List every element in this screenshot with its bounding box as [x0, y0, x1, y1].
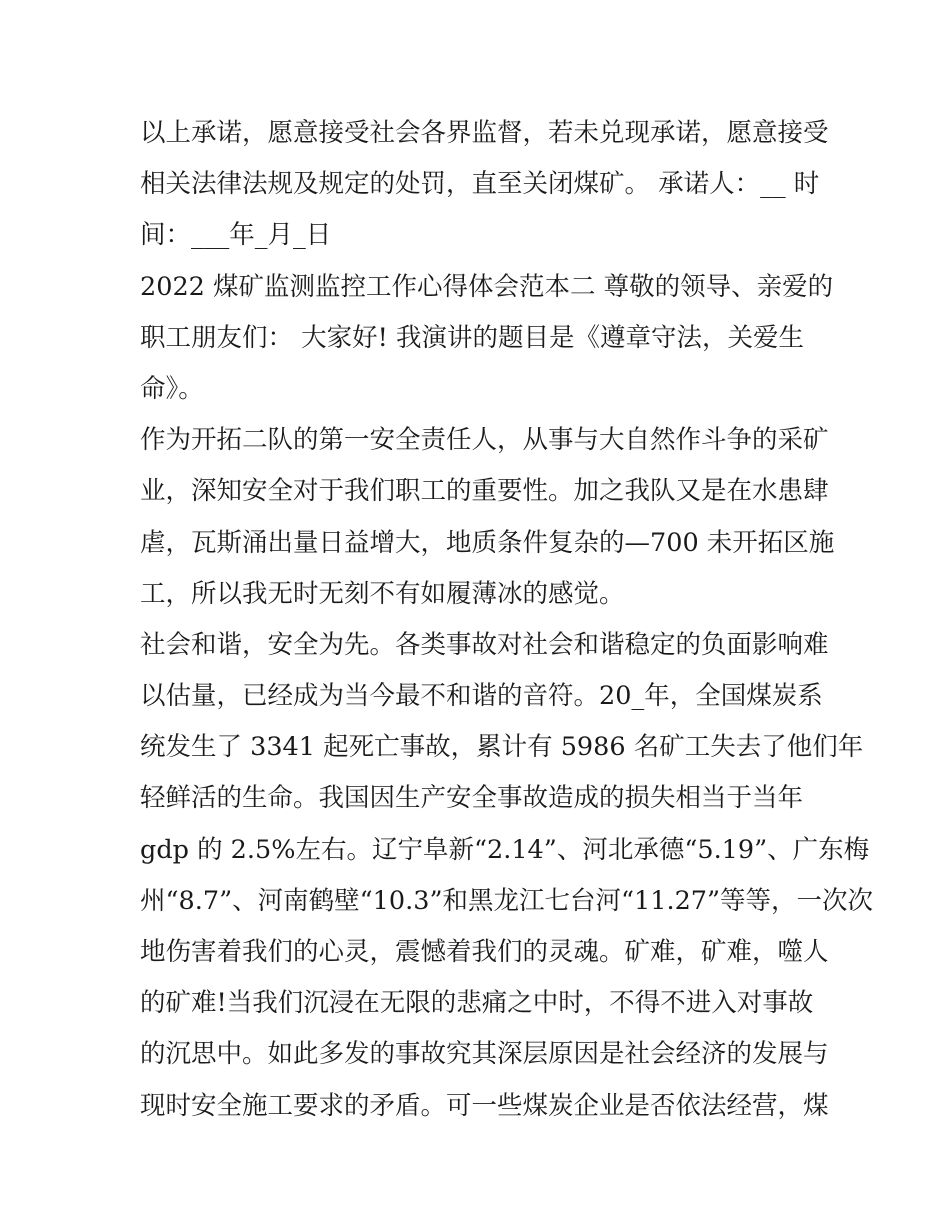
- text-line: 2022 煤矿监测监控工作心得体会范本二 尊敬的领导、亲爱的: [140, 271, 834, 302]
- text-line: 的沉思中。如此多发的事故究其深层原因是社会经济的发展与: [140, 1039, 829, 1070]
- text-line: 工，所以我无时无刻不有如履薄冰的感觉。: [140, 578, 625, 609]
- text-line: gdp 的 2.5%左右。辽宁阜新“2.14”、河北承德“5.19”、广东梅: [140, 834, 870, 865]
- text-line: 虐，瓦斯涌出量日益增大，地质条件复杂的—700 未开拓区施: [140, 527, 835, 558]
- text-line: 社会和谐，安全为先。各类事故对社会和谐稳定的负面影响难: [140, 629, 829, 660]
- text-line: 州“8.7”、河南鹤壁“10.3”和黑龙江七台河“11.27”等等，一次次: [140, 885, 874, 916]
- text-line: 间：___年_月_日: [140, 220, 332, 251]
- text-line: 轻鲜活的生命。我国因生产安全事故造成的损失相当于当年: [140, 783, 804, 814]
- text-line: 职工朋友们： 大家好! 我演讲的题目是《遵章守法，关爱生: [140, 322, 804, 353]
- text-line: 业，深知安全对于我们职工的重要性。加之我队又是在水患肆: [140, 476, 829, 507]
- text-line: 现时安全施工要求的矛盾。可一些煤炭企业是否依法经营，煤: [140, 1090, 829, 1121]
- text-line: 以估量，已经成为当今最不和谐的音符。20_年，全国煤炭系: [140, 681, 823, 712]
- text-line: 相关法律法规及规定的处罚，直至关闭煤矿。 承诺人：__ 时: [140, 169, 820, 200]
- text-line: 作为开拓二队的第一安全责任人，从事与大自然作斗争的采矿: [140, 425, 829, 456]
- text-line: 地伤害着我们的心灵，震憾着我们的灵魂。矿难，矿难，噬人: [140, 937, 829, 967]
- body-text: [140, 108, 874, 1132]
- text-line: 统发生了 3341 起死亡事故，累计有 5986 名矿工失去了他们年: [140, 732, 864, 763]
- text-line: 的矿难!当我们沉浸在无限的悲痛之中时，不得不进入对事故: [140, 988, 814, 1019]
- text-line: 以上承诺，愿意接受社会各界监督，若未兑现承诺，愿意接受: [140, 118, 829, 148]
- text-line: 命》。: [140, 373, 204, 404]
